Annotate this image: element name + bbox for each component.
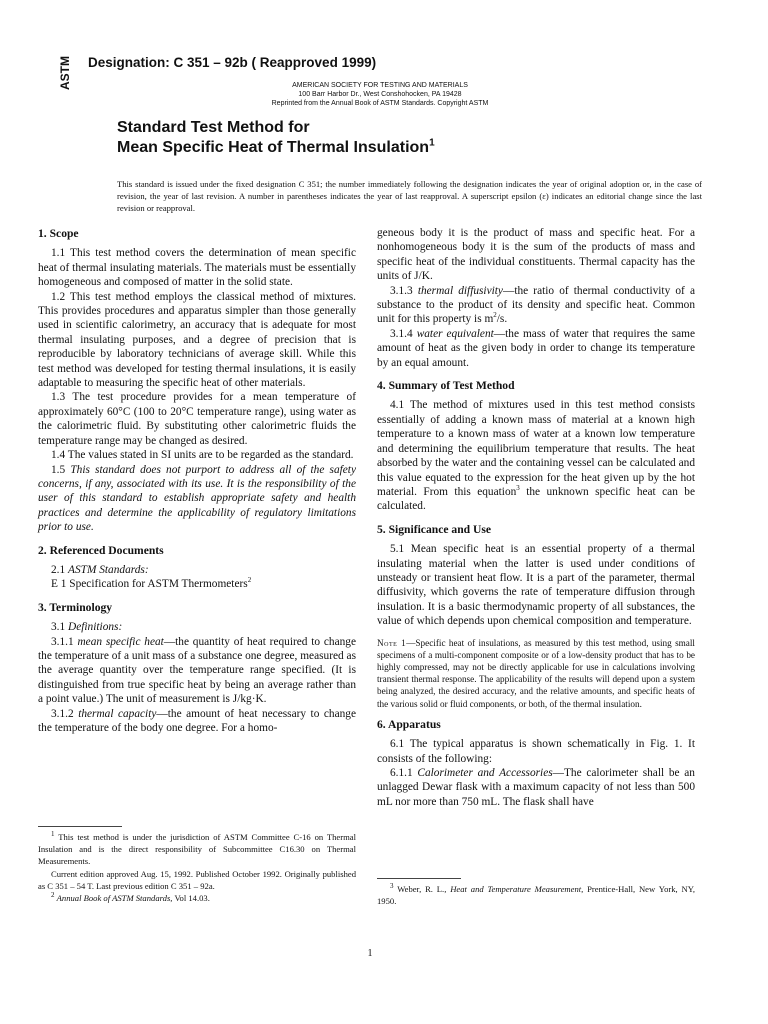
footnote-rule xyxy=(38,826,122,827)
publisher-name: AMERICAN SOCIETY FOR TESTING AND MATERIALS xyxy=(292,82,468,89)
footnotes-left xyxy=(38,826,356,904)
para-3-1-2-continued: geneous body it is the product of mass and specific heat. For a nonhomogeneous body it is the sum of the products of mass and specific heat of the individual constituents. Thermal capacity has the units of J/K. xyxy=(377,227,695,283)
section-5-heading: 5. Significance and Use xyxy=(377,522,492,536)
title-footnote-ref: 1 xyxy=(429,137,435,149)
section-1-heading: 1. Scope xyxy=(38,227,79,240)
para-3-1-4: 3.1.4 water equivalent—the mass of water that requires the same amount of heat as the given body in order to change its temperature by an equal amount. xyxy=(377,327,695,369)
footnote-rule-right xyxy=(377,878,461,879)
publisher-address: 100 Barr Harbor Dr., West Conshohocken, PA 19428 xyxy=(298,91,462,99)
para-1-2: 1.2 This test method employs the classical method of mixtures. This provides procedures and apparatus simpler than those generally used in scientific calorimetry, an accuracy that is adequate for most thermal insulating purposes, and a degree of precision that is reproducible by laboratory technicians of average skill. While this test method was developed for testing thermal insulations, it is easily adaptable to measuring the specific heat of other materials. xyxy=(38,290,356,390)
para-4-1: 4.1 The method of mixtures used in this test method consists essentially of adding a known mass of material at a known high temperature to a known mass of water at a known low temperature and determining the equilibrium temperature that results. The heat absorbed by the water and the containing vessel can be calculated and this value equated to the expression for the heat given up by the hot material. From this equation$^3$ the unknown specific heat can be calculated. xyxy=(377,399,695,513)
para-5-1: 5.1 Mean specific heat is an essential property of a thermal insulating material when the latter is used under conditions of unsteady or transient heat flow. It is a part of the parameter, thermal diffusivity, which governs the rate of temperature diffusion through insulation. It is a basic thermodynamic property of all substances, the value of which depends upon chemical composition and temperature. xyxy=(377,543,695,628)
section-2-heading: 2. Referenced Documents xyxy=(38,543,164,557)
note-1: Note 1—Specific heat of insulations, as measured by this test method, using small specimens of a multi-component composite or of a low-density product that has to be highly compressed, may not be directly applicable for use in calculations involving transient thermal response. The applicability of the results will depend upon a system being analyzed, the desired accuracy, and the relative amounts, and specific heats of the various solid or fluid components, or both, of the thermal insulation. xyxy=(377,637,695,709)
para-3-1: 3.1 Definitions: xyxy=(51,621,123,634)
right-column xyxy=(377,226,695,809)
footnote-2: $^2$ Annual Book of ASTM Standards, Vol 14.03. xyxy=(51,891,210,904)
para-6-1: 6.1 The typical apparatus is shown schematically in Fig. 1. It consists of the following: xyxy=(377,738,695,765)
footnote-1-edition: Current edition approved Aug. 15, 1992. Published October 1992. Originally published as C 351 – 54 T. Last previous edition C 351 – 92a. xyxy=(38,868,356,891)
footnotes-right xyxy=(377,878,695,907)
publisher-info xyxy=(200,81,560,109)
astm-logo-text: ASTM xyxy=(58,56,72,90)
para-6-1-1: 6.1.1 Calorimeter and Accessories—The calorimeter shall be an unlagged Dewar flask with a maximum capacity of not less than 500 mL nor more than 750 mL. The flask shall have xyxy=(377,767,695,808)
section-3-heading: 3. Terminology xyxy=(38,600,113,614)
section-4-heading: 4. Summary of Test Method xyxy=(377,379,515,393)
reference-e1: E 1 Specification for ASTM Thermometers$^2$ xyxy=(51,576,252,591)
para-1-1: 1.1 This test method covers the determination of mean specific heat of thermal insulating materials. The materials must be essentially homogeneous and composed of matter in the solid state. xyxy=(38,247,356,289)
reprint-notice: Reprinted from the Annual Book of ASTM Standards. Copyright ASTM xyxy=(271,100,489,108)
left-column xyxy=(38,224,356,735)
title-line-1: Standard Test Method for xyxy=(117,119,310,136)
para-1-5: 1.5 This standard does not purport to address all of the safety concerns, if any, associated with its use. It is the responsibility of the user of this standard to establish appropriate safety and health practices and determine the applicability of regulatory limitations prior to use. xyxy=(38,463,356,534)
para-1-3: 1.3 The test procedure provides for a mean temperature of approximately 60°C (100 to 20°C temperature range), using water as the calorimetric fluid. By substituting other calorimetric fluids the temperature range may be changed as desired. xyxy=(38,391,356,447)
section-6-heading: 6. Apparatus xyxy=(377,717,441,731)
para-1-4: 1.4 The values stated in SI units are to be regarded as the standard. xyxy=(51,449,354,462)
title-line-2: Mean Specific Heat of Thermal Insulation$^1$ xyxy=(117,137,435,156)
astm-logo xyxy=(40,52,70,94)
para-2-1: 2.1 ASTM Standards: xyxy=(51,563,149,576)
para-3-1-3: 3.1.3 thermal diffusivity—the ratio of thermal conductivity of a substance to the product of its density and specific heat. Common unit for this property is $m^2/s$. xyxy=(377,284,695,326)
para-3-1-1: 3.1.1 mean specific heat—the quantity of heat required to change the temperature of a unit mass of a substance one degree, measured as the average quantity over the temperature range specified. (It is distinguished from true specific heat by being an average rather than a point value.) The unit of measurement is J/kg·K. xyxy=(38,635,356,706)
page-number: 1 xyxy=(367,948,373,959)
footnote-3: $^3$ Weber, R. L., Heat and Temperature Measurement, Prentice-Hall, New York, NY, 1950. xyxy=(377,882,695,907)
designation: Designation: C 351 – 92b ( Reapproved 1999) xyxy=(88,55,377,70)
footnote-1: $^1$ This test method is under the jurisdiction of ASTM Committee C-16 on Thermal Insulation and is the direct responsibility of Subcommittee C16.30 on Thermal Measurements. xyxy=(38,830,356,867)
para-3-1-2: 3.1.2 thermal capacity—the amount of heat necessary to change the temperature of the body one degree. For a homo- xyxy=(38,707,356,734)
document-title xyxy=(117,118,435,158)
issued-note: This standard is issued under the fixed designation C 351; the number immediately following the designation indicates the year of original adoption or, in the case of revision, the year of last revision. A number in parentheses indicates the year of last reapproval. A superscript epsilon (ε) indicates an editorial change since the last revision or reapproval. xyxy=(117,179,702,214)
